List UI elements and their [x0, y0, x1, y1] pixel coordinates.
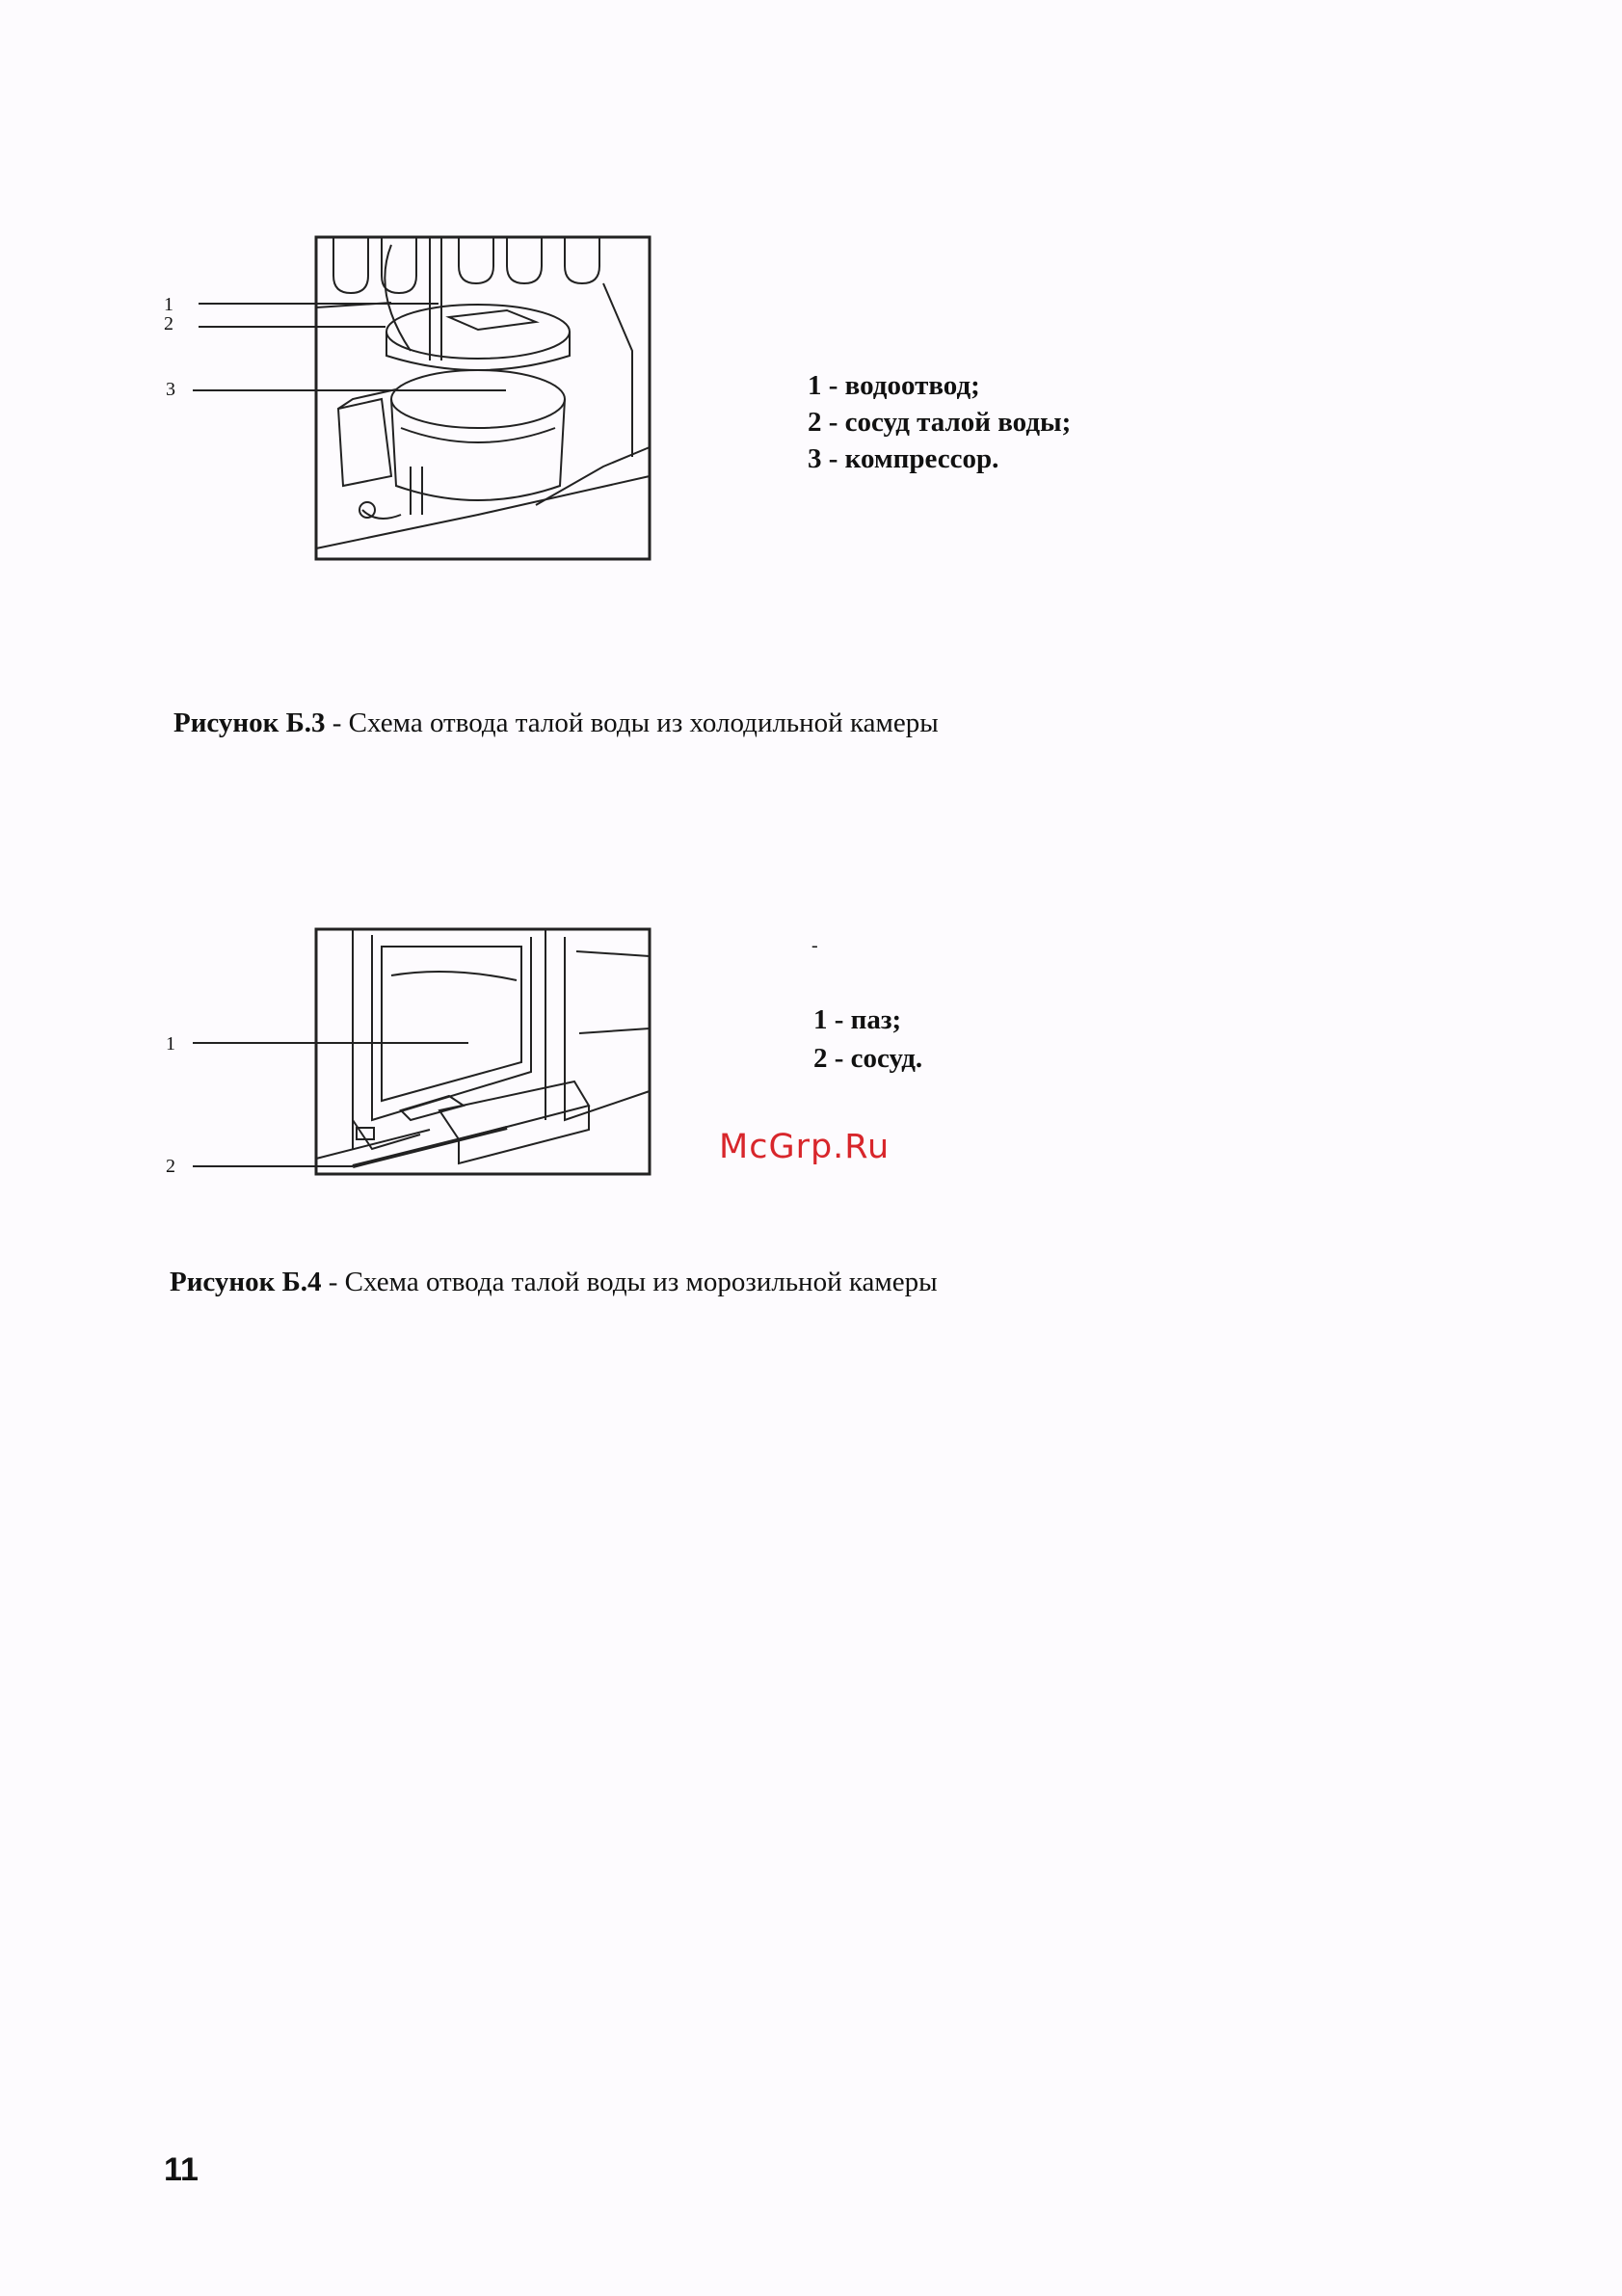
- figure-b3-callout-2: 2: [164, 313, 173, 334]
- figure-b4-caption-label: Рисунок Б.4: [170, 1267, 322, 1297]
- figure-b4-legend-dash: -: [811, 935, 818, 956]
- figure-b3-callout-1: 1: [164, 294, 173, 315]
- figure-b4-legend-item-1: 1 - паз;: [813, 1004, 902, 1035]
- figure-b4-callout-1: 1: [166, 1033, 175, 1055]
- figure-b3-legend-item-1: 1 - водоотвод;: [808, 370, 980, 401]
- page-number: 11: [164, 2151, 199, 2188]
- figure-b3-legend-item-3: 3 - компрессор.: [808, 443, 999, 474]
- figure-b3-leader-lines: [193, 294, 520, 405]
- figure-b4-caption-text: - Схема отвода талой воды из морозильной камеры: [321, 1267, 938, 1297]
- figure-b3-caption-label: Рисунок Б.3: [173, 707, 326, 738]
- figure-b4-legend-item-2: 2 - сосуд.: [813, 1043, 923, 1074]
- watermark: McGrp.Ru: [719, 1128, 891, 1166]
- figure-b3-caption: [173, 707, 939, 739]
- figure-b3-caption-text: - Схема отвода талой воды из холодильной камеры: [325, 707, 939, 738]
- figure-b3-legend-item-2: 2 - сосуд талой воды;: [808, 407, 1072, 438]
- figure-b4-caption: [170, 1267, 938, 1298]
- figure-b4-leader-lines: [189, 1031, 517, 1176]
- figure-b3-callout-3: 3: [166, 379, 175, 400]
- figure-b4-callout-2: 2: [166, 1156, 175, 1177]
